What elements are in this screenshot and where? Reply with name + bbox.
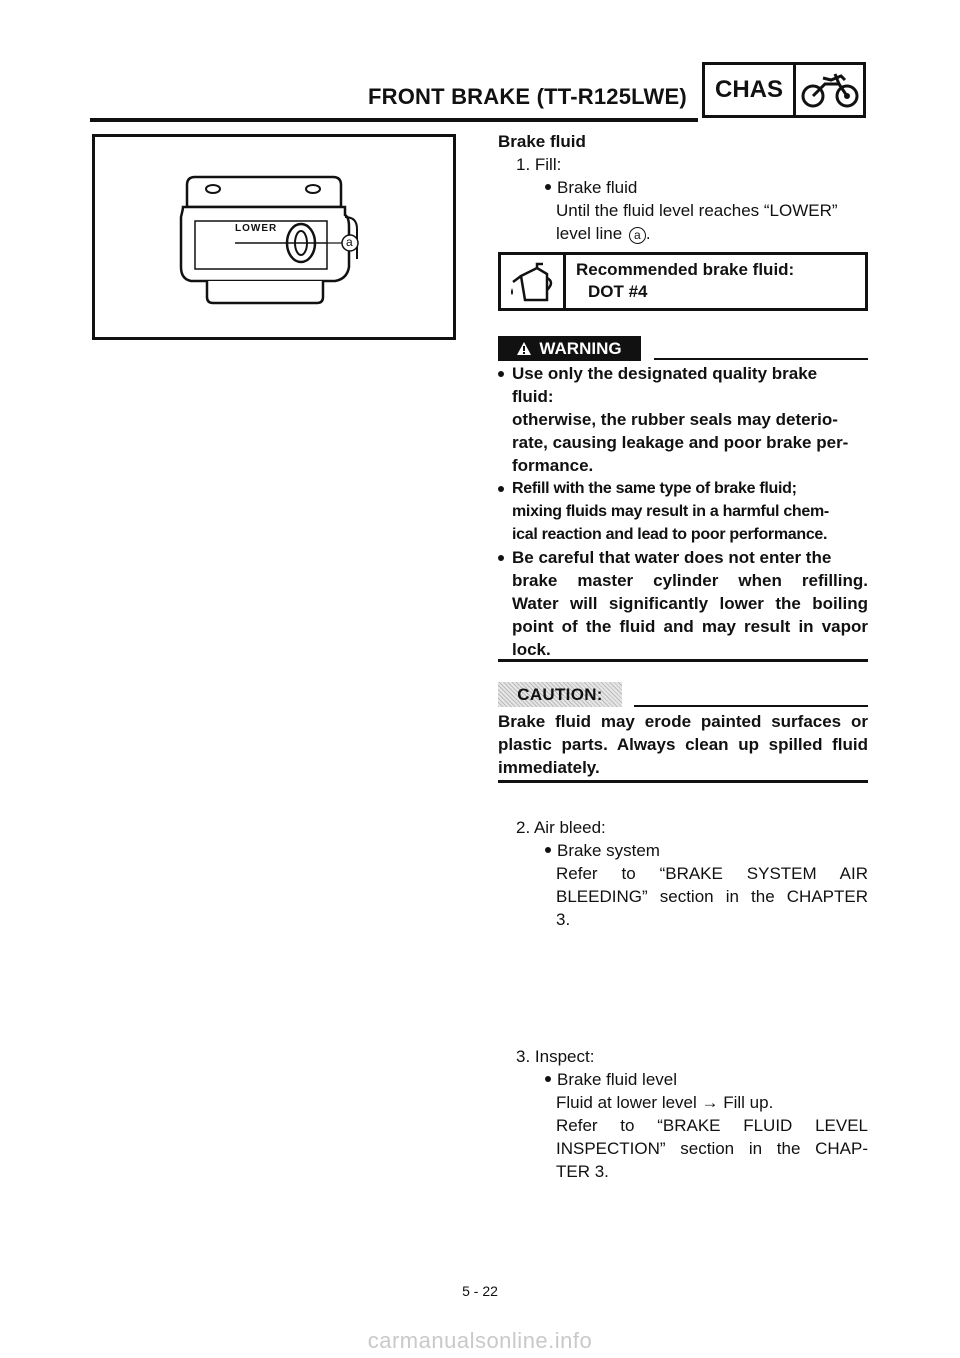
warning-line: Water will significantly lower the boiling [512, 594, 868, 613]
step-3-desc [556, 1091, 868, 1183]
step-1-title: 1. Fill: [516, 155, 562, 174]
warning-line: formance. [512, 456, 594, 475]
warning-item [498, 362, 868, 477]
step-2-line: BLEEDING” section in the CHAPTER [556, 887, 868, 906]
oil-can-icon [501, 255, 566, 308]
step-3-line: INSPECTION” section in the CHAP- [556, 1139, 868, 1158]
recommended-box [498, 252, 868, 311]
step-1-desc-end: . [645, 224, 651, 243]
warning-rule [654, 358, 868, 360]
callout-a: a [346, 235, 353, 249]
caution-rule [634, 705, 868, 707]
lower-level-label: LOWER [235, 223, 278, 234]
page-number: 5 - 22 [462, 1283, 498, 1299]
bullet-icon [498, 555, 504, 561]
warning-item [498, 546, 868, 661]
caution-line: immediately. [498, 758, 600, 777]
step-3-line: Fluid at lower level → Fill up. [556, 1093, 774, 1112]
reservoir-figure [92, 134, 456, 340]
caution-line: plastic parts. Always clean up spilled fluid [498, 735, 868, 754]
page-title: FRONT BRAKE (TT-R125LWE) [368, 84, 687, 109]
bullet-icon [545, 1076, 551, 1082]
warning-line: brake master cylinder when refilling. [512, 571, 868, 590]
step-2-item [545, 839, 868, 862]
warning-line: otherwise, the rubber seals may deterio- [512, 410, 838, 429]
warning-line: ical reaction and lead to poor performance. [512, 526, 828, 543]
warning-line: mixing fluids may result in a harmful chem- [512, 503, 829, 520]
caution-line: Brake fluid may erode painted surfaces or [498, 712, 868, 731]
step-3-item-label: Brake fluid level [557, 1070, 678, 1089]
recommended-value: DOT #4 [588, 282, 648, 301]
step-3-line: TER 3. [556, 1162, 609, 1181]
warning-line: rate, causing leakage and poor brake per- [512, 433, 849, 452]
section-heading: Brake fluid [498, 132, 586, 151]
warning-line: Use only the designated quality brake [512, 364, 818, 383]
warning-badge [498, 336, 641, 361]
warning-line: point of the fluid and may result in vapor [512, 617, 868, 636]
bullet-icon [498, 371, 504, 377]
caution-body [498, 710, 868, 779]
step-3-line: Refer to “BRAKE FLUID LEVEL [556, 1116, 868, 1135]
step-3-item [545, 1068, 868, 1091]
step-1-item [545, 176, 868, 199]
warning-line: lock. [512, 640, 551, 659]
step-2-desc [556, 862, 868, 931]
step-2-line: 3. [556, 910, 571, 929]
warning-line: fluid: [512, 387, 554, 406]
warning-line: Refill with the same type of brake fluid; [512, 480, 797, 497]
bullet-icon [545, 847, 551, 853]
warning-line: Be careful that water does not enter the [512, 548, 832, 567]
section-code: CHAS [705, 65, 796, 115]
caution-end-rule [498, 780, 868, 783]
step-2-line: Refer to “BRAKE SYSTEM AIR [556, 864, 868, 883]
warning-label: WARNING [539, 338, 622, 358]
step-1-desc-line1: Until the fluid level reaches “LOWER” [556, 201, 838, 220]
step-1-item-label: Brake fluid [557, 178, 638, 197]
warning-body [498, 362, 868, 661]
warning-item [498, 477, 868, 546]
motorcycle-icon [796, 65, 863, 115]
step-2-item-label: Brake system [557, 841, 660, 860]
bullet-icon [498, 486, 504, 492]
step-1-desc-text: level line [556, 224, 623, 243]
watermark: carmanualsonline.info [367, 1328, 593, 1353]
warning-triangle-icon [517, 342, 531, 355]
recommended-label: Recommended brake fluid: [576, 260, 795, 279]
step-3-title: 3. Inspect: [516, 1047, 595, 1066]
warning-end-rule [498, 659, 868, 662]
bullet-icon [545, 184, 551, 190]
header-rule [90, 118, 698, 122]
caution-badge: CAUTION: [498, 682, 622, 707]
step-2-title: 2. Air bleed: [516, 818, 606, 837]
ref-a: a [629, 227, 646, 244]
section-tab [702, 62, 866, 118]
step-1-desc-line2 [556, 222, 868, 245]
